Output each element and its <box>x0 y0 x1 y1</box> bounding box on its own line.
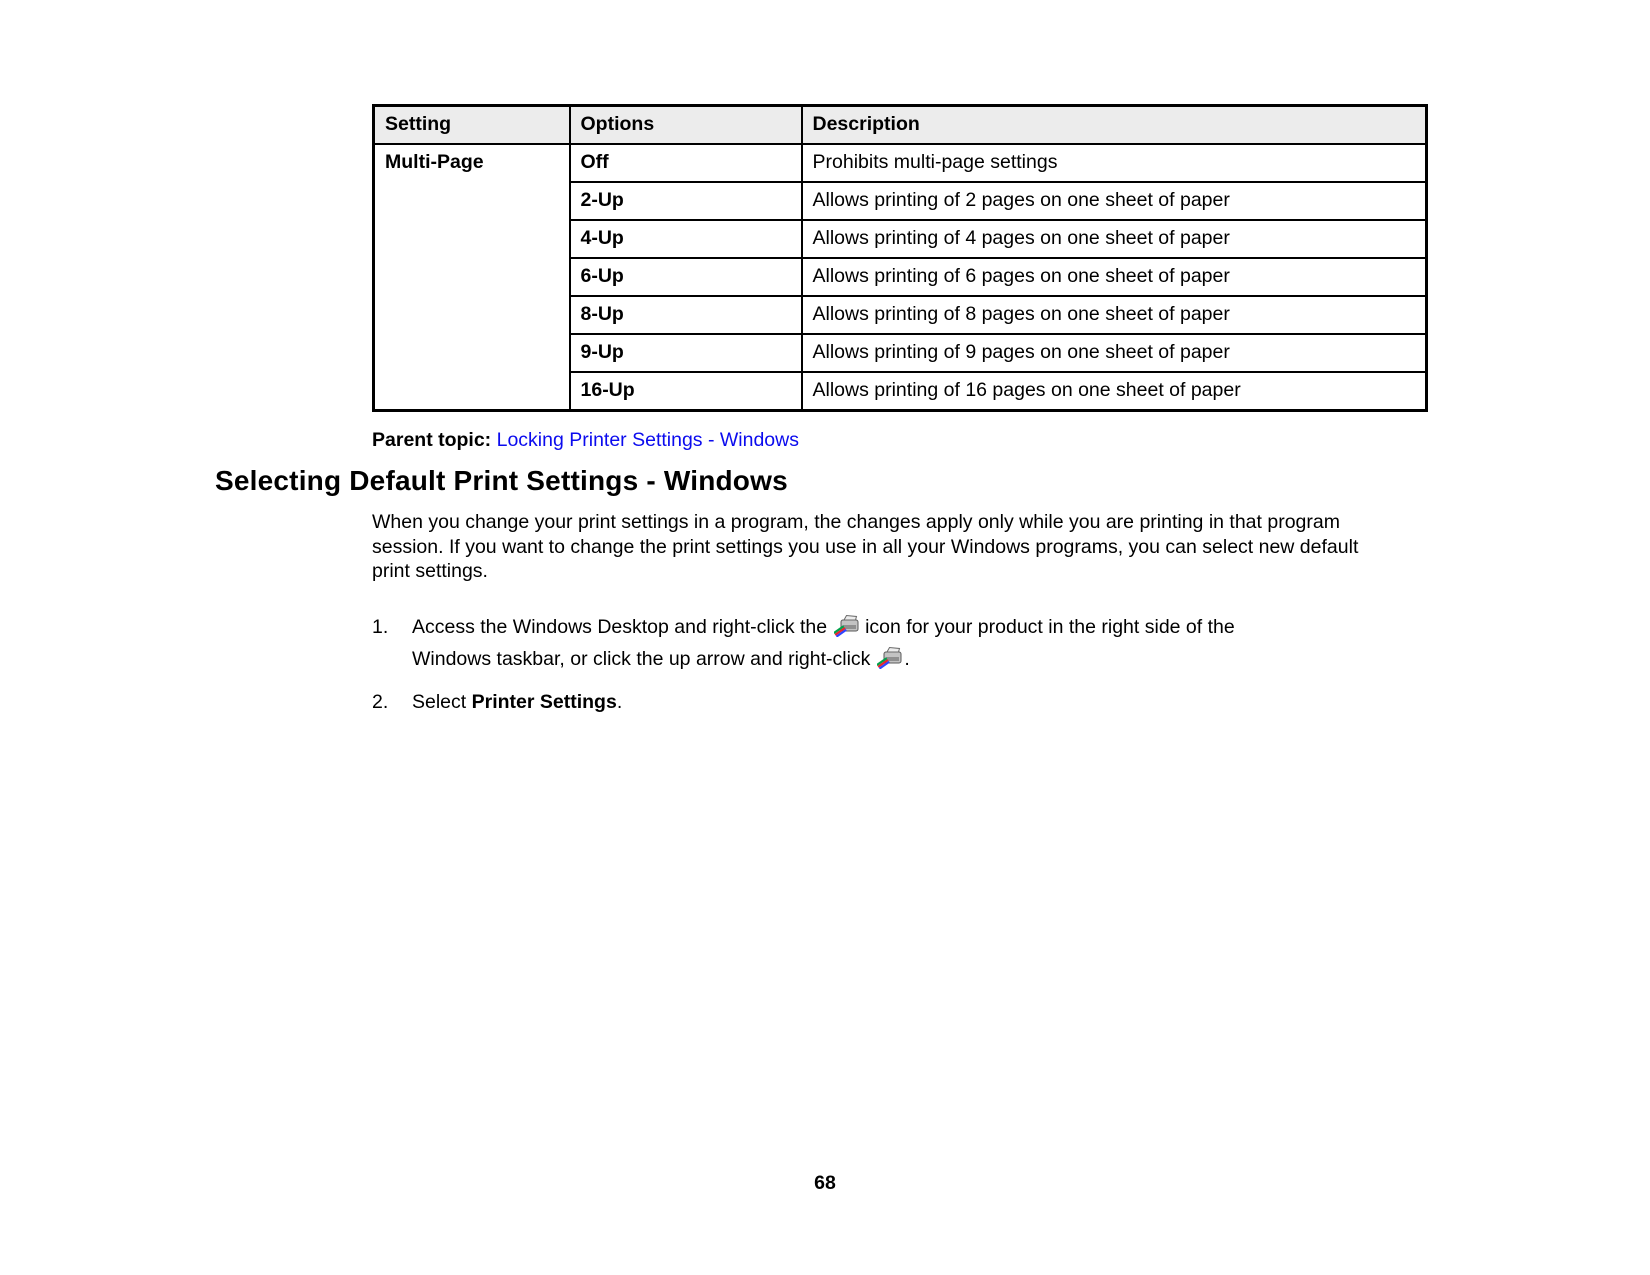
printer-icon <box>877 646 903 669</box>
page-number: 68 <box>814 1172 836 1194</box>
step-text-segment: Windows taskbar, or click the up arrow and right-click <box>412 648 871 670</box>
step-text <box>412 614 1235 672</box>
step-number: 2. <box>372 691 389 713</box>
menu-option-name: Printer Settings <box>471 691 617 713</box>
table-header-row <box>374 106 1427 145</box>
step-text-segment: Select <box>412 691 472 713</box>
step-number: 1. <box>372 616 389 638</box>
parent-topic-line <box>372 428 799 453</box>
option-cell: 8-Up <box>570 296 802 334</box>
option-cell: 4-Up <box>570 220 802 258</box>
step-2 <box>372 689 1402 715</box>
section-intro-paragraph: When you change your print settings in a program, the changes apply only while you are printing in that program session. If you want to change the print settings you use in all your Windows programs, you can select new default print settings. <box>372 511 1359 582</box>
instruction-steps <box>372 614 1402 715</box>
step-text-segment: icon for your product in the right side of the <box>865 616 1235 638</box>
description-cell: Prohibits multi-page settings <box>802 144 1427 182</box>
option-cell: 9-Up <box>570 334 802 372</box>
step-text <box>412 689 622 715</box>
description-cell: Allows printing of 16 pages on one sheet of paper <box>802 372 1427 411</box>
table-row <box>374 144 1427 182</box>
description-cell: Allows printing of 6 pages on one sheet of paper <box>802 258 1427 296</box>
option-cell: 2-Up <box>570 182 802 220</box>
printer-icon <box>834 614 860 637</box>
option-cell: 6-Up <box>570 258 802 296</box>
option-cell: Off <box>570 144 802 182</box>
multi-page-settings-table <box>372 104 1428 412</box>
column-header-options: Options <box>570 106 802 145</box>
description-cell: Allows printing of 8 pages on one sheet of paper <box>802 296 1427 334</box>
step-1 <box>372 614 1402 672</box>
parent-topic-link[interactable]: Locking Printer Settings - Windows <box>496 429 799 451</box>
description-cell: Allows printing of 9 pages on one sheet of paper <box>802 334 1427 372</box>
description-cell: Allows printing of 4 pages on one sheet of paper <box>802 220 1427 258</box>
step-text-segment: . <box>616 691 623 713</box>
section-heading: Selecting Default Print Settings - Windows <box>215 465 788 496</box>
description-cell: Allows printing of 2 pages on one sheet of paper <box>802 182 1427 220</box>
option-cell: 16-Up <box>570 372 802 411</box>
column-header-setting: Setting <box>374 106 570 145</box>
parent-topic-label: Parent topic: <box>372 429 492 451</box>
step-text-segment: . <box>904 648 910 670</box>
column-header-description: Description <box>802 106 1427 145</box>
step-text-segment: Access the Windows Desktop and right-click the <box>412 616 828 638</box>
setting-cell: Multi-Page <box>374 144 570 411</box>
